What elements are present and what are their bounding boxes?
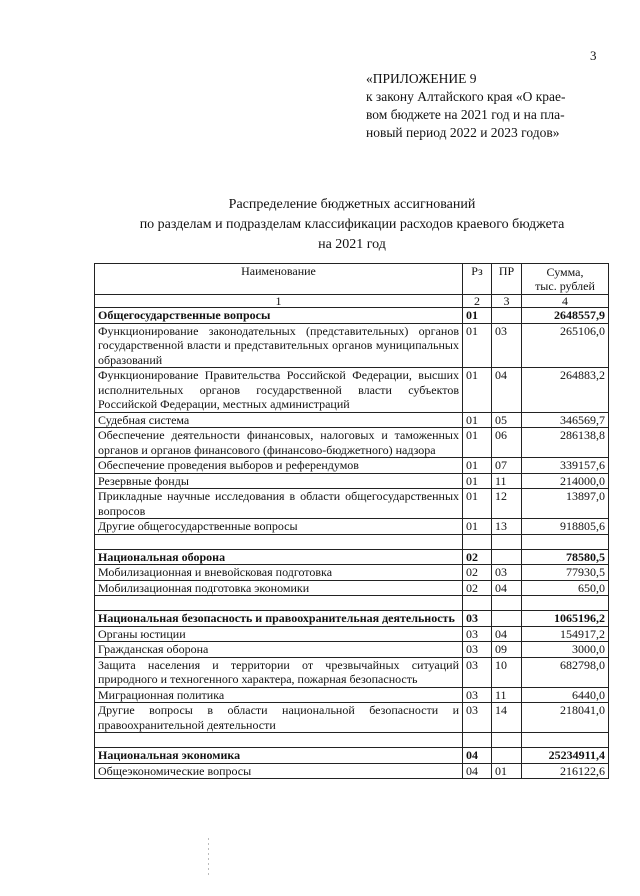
cell-sum: 682798,0	[522, 657, 609, 687]
table-row	[95, 642, 609, 658]
column-number: 4	[522, 295, 609, 308]
cell-pr: 01	[492, 763, 522, 779]
cell-pr: 11	[492, 687, 522, 703]
title-line: по разделам и подразделам классификации расходов краевого бюджета	[139, 217, 565, 232]
cell-rz: 01	[463, 458, 492, 474]
cell-rz: 02	[463, 580, 492, 596]
cell-pr	[492, 611, 522, 627]
cell-sum: 6440,0	[522, 687, 609, 703]
table-row	[95, 580, 609, 596]
cell-name: Органы юстиции	[95, 626, 463, 642]
cell-pr: 05	[492, 412, 522, 428]
cell-pr: 03	[492, 565, 522, 581]
cell-rz: 01	[463, 308, 492, 324]
table-header-row	[95, 264, 609, 295]
empty-cell	[522, 596, 609, 611]
empty-cell	[492, 733, 522, 748]
appendix-line: новый период 2022 и 2023 годов»	[366, 125, 560, 140]
cell-rz: 03	[463, 687, 492, 703]
cell-sum: 78580,5	[522, 549, 609, 565]
header-pr: ПР	[492, 264, 522, 295]
cell-rz: 01	[463, 519, 492, 535]
table-row	[95, 687, 609, 703]
table-spacer-row	[95, 534, 609, 549]
cell-sum: 918805,6	[522, 519, 609, 535]
cell-sum: 346569,7	[522, 412, 609, 428]
cell-sum: 265106,0	[522, 323, 609, 368]
appendix-heading: «ПРИЛОЖЕНИЕ 9	[366, 71, 477, 86]
table-row	[95, 368, 609, 413]
cell-pr: 09	[492, 642, 522, 658]
empty-cell	[463, 534, 492, 549]
column-number: 2	[463, 295, 492, 308]
header-sum-line: тыс. рублей	[535, 279, 595, 293]
cell-pr	[492, 748, 522, 764]
cell-name: Общегосударственные вопросы	[95, 308, 463, 324]
cell-pr	[492, 308, 522, 324]
empty-cell	[95, 534, 463, 549]
cell-rz: 03	[463, 626, 492, 642]
table-spacer-row	[95, 733, 609, 748]
table-row	[95, 626, 609, 642]
cell-sum: 214000,0	[522, 473, 609, 489]
cell-sum: 3000,0	[522, 642, 609, 658]
cell-name: Мобилизационная подготовка экономики	[95, 580, 463, 596]
cell-sum: 339157,6	[522, 458, 609, 474]
table-row	[95, 657, 609, 687]
table-row	[95, 412, 609, 428]
table-row	[95, 323, 609, 368]
table-section-row	[95, 748, 609, 764]
cell-rz: 01	[463, 428, 492, 458]
cell-name: Национальная безопасность и правоохранительная деятельность	[95, 611, 463, 627]
empty-cell	[492, 596, 522, 611]
table-row	[95, 458, 609, 474]
title-line: Распределение бюджетных ассигнований	[228, 197, 476, 212]
cell-rz: 03	[463, 703, 492, 733]
cell-sum: 154917,2	[522, 626, 609, 642]
empty-cell	[522, 733, 609, 748]
table-row	[95, 763, 609, 779]
cell-rz: 04	[463, 763, 492, 779]
table-row	[95, 428, 609, 458]
table-section-row	[95, 308, 609, 324]
cell-rz: 01	[463, 412, 492, 428]
cell-pr: 14	[492, 703, 522, 733]
cell-rz: 03	[463, 642, 492, 658]
cell-pr: 13	[492, 519, 522, 535]
cell-sum: 1065196,2	[522, 611, 609, 627]
cell-rz: 03	[463, 657, 492, 687]
cell-name: Гражданская оборона	[95, 642, 463, 658]
column-number-row	[95, 295, 609, 308]
cell-name: Другие вопросы в области национальной безопасности и правоохранительной деятельности	[95, 703, 463, 733]
empty-cell	[492, 534, 522, 549]
cell-pr: 04	[492, 580, 522, 596]
empty-cell	[463, 596, 492, 611]
cell-name: Национальная экономика	[95, 748, 463, 764]
cell-name: Функционирование законодательных (представительных) органов государственной власти и представительных органов муниципальных образований	[95, 323, 463, 368]
empty-cell	[522, 534, 609, 549]
cell-pr: 11	[492, 473, 522, 489]
cell-pr: 07	[492, 458, 522, 474]
appendix-header	[366, 70, 606, 142]
cell-name: Защита населения и территории от чрезвычайных ситуаций природного и техногенного характера, пожарная безопасность	[95, 657, 463, 687]
header-name: Наименование	[95, 264, 463, 295]
cell-rz: 01	[463, 473, 492, 489]
cell-name: Прикладные научные исследования в области общегосударственных вопросов	[95, 489, 463, 519]
cell-rz: 02	[463, 549, 492, 565]
cell-pr: 04	[492, 368, 522, 413]
cell-rz: 01	[463, 323, 492, 368]
column-number: 1	[95, 295, 463, 308]
header-rz: Рз	[463, 264, 492, 295]
cell-name: Обеспечение деятельности финансовых, налоговых и таможенных органов и органов финансового (финансово-бюджетного) надзора	[95, 428, 463, 458]
cell-name: Общеэкономические вопросы	[95, 763, 463, 779]
cell-pr: 06	[492, 428, 522, 458]
cell-name: Национальная оборона	[95, 549, 463, 565]
header-sum	[522, 264, 609, 295]
cell-sum: 218041,0	[522, 703, 609, 733]
table-section-row	[95, 549, 609, 565]
table-row	[95, 703, 609, 733]
page-number: 3	[590, 48, 597, 63]
cell-rz: 01	[463, 489, 492, 519]
table-row	[95, 473, 609, 489]
cell-rz: 02	[463, 565, 492, 581]
cell-sum: 286138,8	[522, 428, 609, 458]
cell-sum: 13897,0	[522, 489, 609, 519]
cell-sum: 2648557,9	[522, 308, 609, 324]
document-title	[92, 195, 612, 255]
header-sum-line: Сумма,	[546, 265, 584, 279]
cell-sum: 650,0	[522, 580, 609, 596]
empty-cell	[95, 733, 463, 748]
cell-rz: 01	[463, 368, 492, 413]
cell-sum: 264883,2	[522, 368, 609, 413]
table-row	[95, 489, 609, 519]
cell-pr: 04	[492, 626, 522, 642]
cell-sum: 77930,5	[522, 565, 609, 581]
cell-pr: 03	[492, 323, 522, 368]
cell-rz: 03	[463, 611, 492, 627]
cell-pr: 12	[492, 489, 522, 519]
cell-name: Обеспечение проведения выборов и референдумов	[95, 458, 463, 474]
empty-cell	[463, 733, 492, 748]
appendix-line: вом бюджете на 2021 год и на пла-	[366, 107, 565, 122]
budget-table	[94, 263, 609, 779]
cell-name: Другие общегосударственные вопросы	[95, 519, 463, 535]
cell-pr	[492, 549, 522, 565]
cell-name: Миграционная политика	[95, 687, 463, 703]
cell-name: Резервные фонды	[95, 473, 463, 489]
title-line: на 2021 год	[318, 237, 386, 252]
table-row	[95, 565, 609, 581]
cell-name: Судебная система	[95, 412, 463, 428]
cell-sum: 25234911,4	[522, 748, 609, 764]
cell-pr: 10	[492, 657, 522, 687]
appendix-line: к закону Алтайского края «О крае-	[366, 89, 566, 104]
cell-name: Функционирование Правительства Российской Федерации, высших исполнительных органов государственной власти субъектов Российской Федерации, местных администраций	[95, 368, 463, 413]
table-section-row	[95, 611, 609, 627]
cell-rz: 04	[463, 748, 492, 764]
table-row	[95, 519, 609, 535]
cell-name: Мобилизационная и вневойсковая подготовка	[95, 565, 463, 581]
scan-artifact	[208, 838, 209, 878]
empty-cell	[95, 596, 463, 611]
column-number: 3	[492, 295, 522, 308]
table-spacer-row	[95, 596, 609, 611]
cell-sum: 216122,6	[522, 763, 609, 779]
